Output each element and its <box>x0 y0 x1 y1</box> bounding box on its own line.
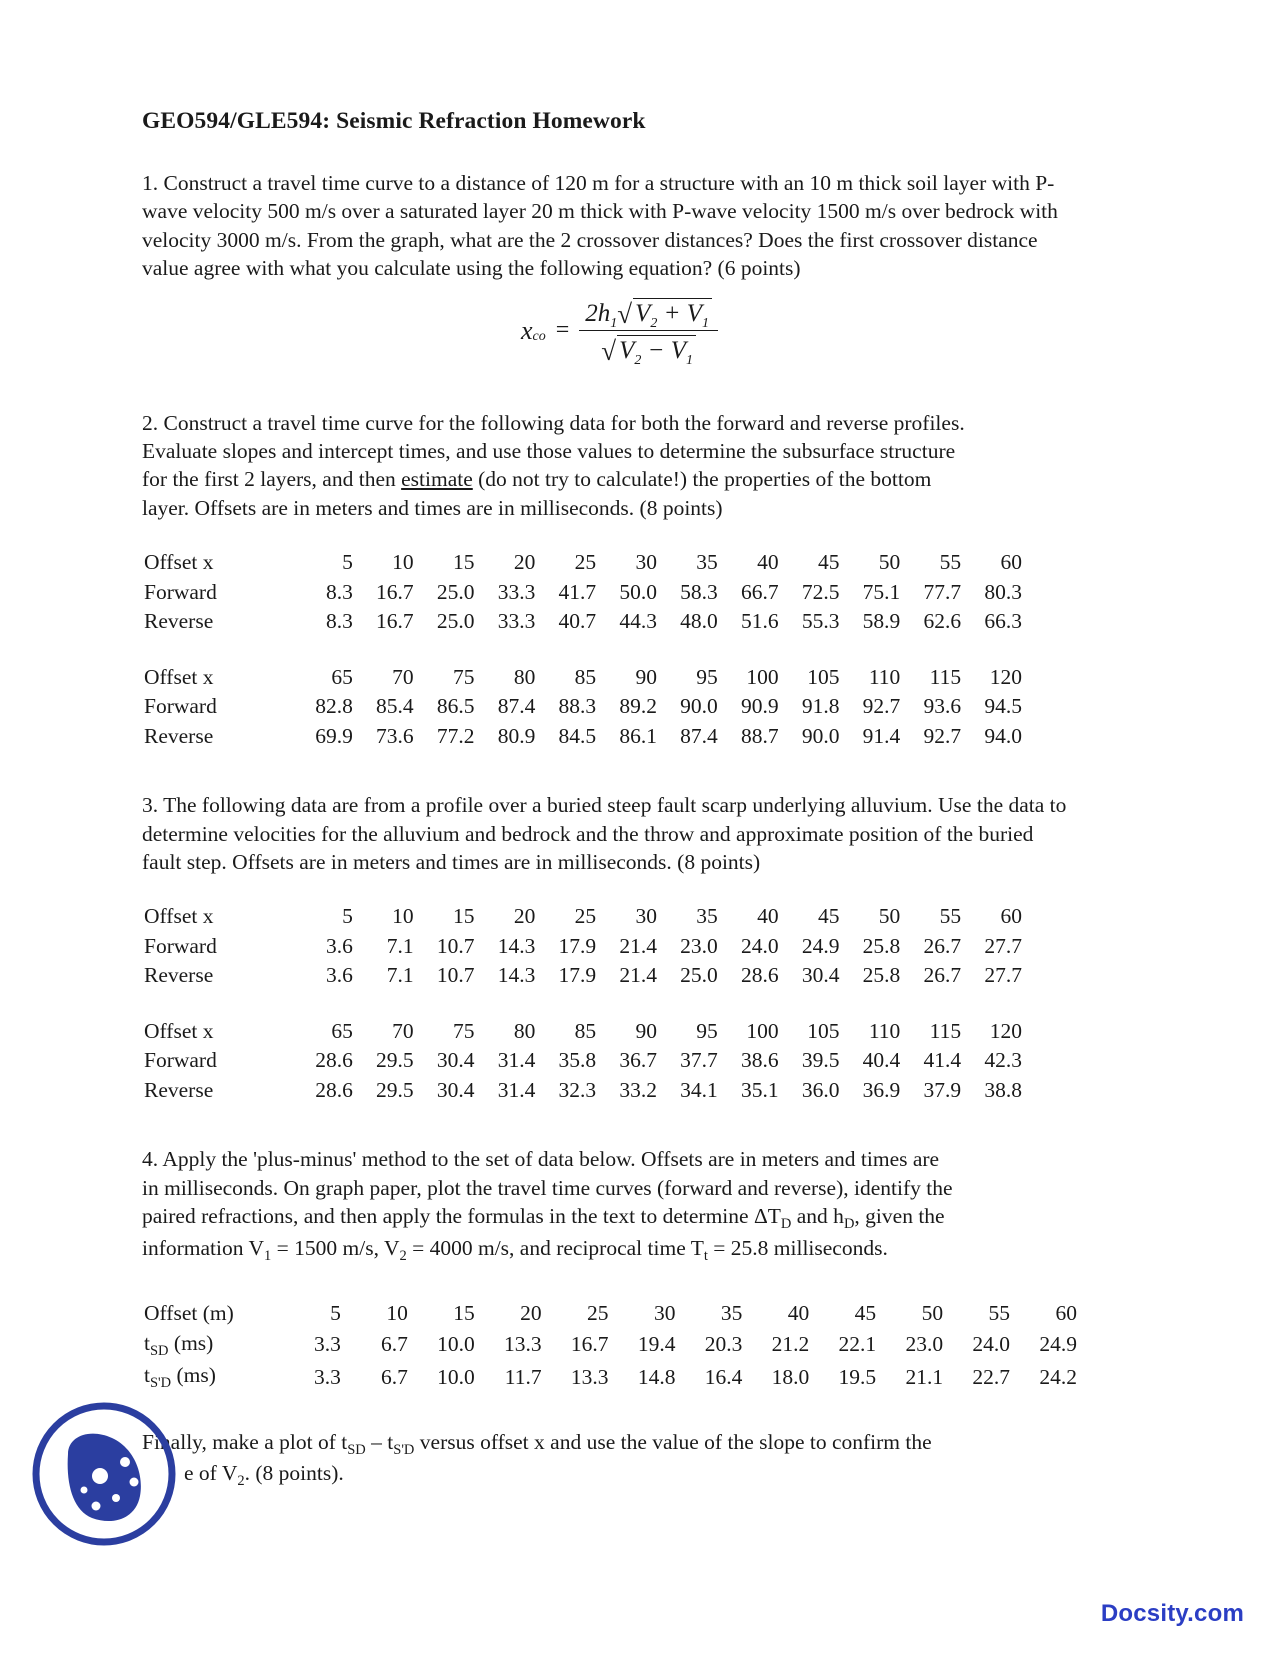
cell: 37.9 <box>923 1077 962 1102</box>
cell: 60 <box>1000 550 1022 575</box>
cell: 25.0 <box>436 609 475 634</box>
row-label-offset: Offset x <box>144 550 214 575</box>
delta-t-d-subscript: D <box>780 1216 792 1233</box>
cell: 73.6 <box>376 723 414 748</box>
question-3-table-a <box>142 902 1022 991</box>
cell: 30.4 <box>436 1077 475 1102</box>
numerator-v1: V <box>686 299 703 327</box>
question-4-line-4c: = 4000 m/s, and reciprocal time T <box>406 1235 704 1260</box>
cell: 22.1 <box>838 1332 877 1357</box>
cell: 72.5 <box>801 579 840 604</box>
cell: 95 <box>696 664 718 689</box>
closing-tspd-subscript: S'D <box>393 1441 415 1458</box>
table-row <box>142 932 1022 962</box>
cell: 120 <box>989 664 1022 689</box>
row-label-offset-m: Offset (m) <box>144 1301 234 1326</box>
cell: 3.6 <box>325 933 353 958</box>
numerator-h-subscript: 1 <box>610 315 618 331</box>
cell: 105 <box>807 664 840 689</box>
cell: 15 <box>452 550 475 575</box>
cell: 26.7 <box>923 933 962 958</box>
question-4-table <box>142 1299 1077 1394</box>
row-label-forward: Forward <box>144 694 217 719</box>
question-4-closing-text <box>142 1428 1077 1491</box>
cell: 86.5 <box>436 694 475 719</box>
docsity-logo <box>28 1398 180 1550</box>
cell: 55 <box>939 550 962 575</box>
question-1-block <box>142 169 1077 368</box>
equation-lhs-x: x <box>520 315 533 345</box>
cell: 42.3 <box>984 1048 1022 1073</box>
cell: 10.0 <box>437 1364 475 1389</box>
cell: 66.7 <box>741 579 779 604</box>
cell: 89.2 <box>619 694 657 719</box>
row-label-forward: Forward <box>144 579 217 604</box>
cell: 10.7 <box>436 933 475 958</box>
cell: 13.3 <box>504 1332 542 1357</box>
cell: 21.4 <box>619 933 657 958</box>
denominator-radical-sign: √ <box>601 335 617 366</box>
question-3-text: 3. The following data are from a profile over a buried steep fault scarp underlying alluvium. Use the data to determine velocities for the alluvium and bedrock and the throw and approximate position of the buried fault step. Offsets are in meters and times are in milliseconds. (8 points) <box>142 793 1067 875</box>
numerator-radicand <box>633 298 712 331</box>
numerator-v2: V <box>635 299 651 327</box>
row-label-tspd <box>142 1361 274 1394</box>
question-2-table-a <box>142 548 1022 637</box>
cell: 19.5 <box>838 1364 877 1389</box>
tsd-label-prefix: t <box>144 1330 150 1355</box>
cell: 77.7 <box>923 579 962 604</box>
cell: 115 <box>929 1018 962 1043</box>
v1-subscript: 1 <box>264 1247 272 1264</box>
cell: 24.9 <box>801 933 840 958</box>
cell: 85 <box>574 1018 597 1043</box>
cell: 80.3 <box>984 579 1022 604</box>
cell: 25.8 <box>862 963 901 988</box>
cell: 25 <box>587 1301 609 1326</box>
cell: 41.4 <box>923 1048 962 1073</box>
cell: 100 <box>746 1018 779 1043</box>
cell: 27.7 <box>984 933 1022 958</box>
cell: 24.9 <box>1039 1332 1077 1357</box>
closing-line-1c: versus offset x and use the value of the slope to confirm the <box>414 1429 932 1454</box>
cell: 65 <box>331 1018 353 1043</box>
cell: 3.6 <box>325 963 353 988</box>
cell: 93.6 <box>923 694 962 719</box>
denominator-minus-sign: − <box>647 336 665 364</box>
question-4-line-4d: = 25.8 milliseconds. <box>707 1235 888 1260</box>
cell: 5 <box>342 550 353 575</box>
tspd-label-prefix: t <box>144 1363 150 1388</box>
cell: 90.9 <box>741 694 779 719</box>
row-label-forward: Forward <box>144 933 217 958</box>
cell: 88.3 <box>558 694 597 719</box>
cell: 24.2 <box>1039 1364 1077 1389</box>
cell: 35.8 <box>558 1048 597 1073</box>
question-4-text <box>142 1145 1077 1265</box>
cell: 3.3 <box>314 1332 341 1357</box>
cell: 69.9 <box>315 723 353 748</box>
cell: 33.3 <box>497 579 536 604</box>
cell: 94.0 <box>984 723 1022 748</box>
cell: 50 <box>878 904 901 929</box>
cell: 38.6 <box>741 1048 779 1073</box>
cell: 27.7 <box>984 963 1022 988</box>
table-row <box>142 663 1022 693</box>
cell: 39.5 <box>801 1048 840 1073</box>
cell: 20.3 <box>704 1332 743 1357</box>
row-label-offset: Offset x <box>144 904 214 929</box>
equation-equals-sign: = <box>555 317 570 344</box>
row-label-reverse: Reverse <box>144 609 214 634</box>
cell: 35.1 <box>741 1077 779 1102</box>
cell: 85 <box>574 664 597 689</box>
question-4-line-3c: , given the <box>854 1204 945 1229</box>
cell: 16.7 <box>376 579 414 604</box>
cell: 28.6 <box>741 963 779 988</box>
cell: 94.5 <box>984 694 1022 719</box>
question-2-line-3b: (do not try to calculate!) the properties of the bottom <box>472 467 932 492</box>
row-label-reverse: Reverse <box>144 1077 214 1102</box>
cell: 7.1 <box>386 963 414 988</box>
cell: 38.8 <box>984 1077 1022 1102</box>
denominator-radicand <box>617 335 696 368</box>
crossover-distance-equation <box>142 297 1077 368</box>
tspd-subscript: S'D <box>149 1375 172 1392</box>
cell: 29.5 <box>376 1077 414 1102</box>
denominator-v1: V <box>670 336 687 364</box>
denominator-v2: V <box>619 336 635 364</box>
question-2-line-2: Evaluate slopes and intercept times, and use those values to determine the subsurface structure <box>142 439 956 464</box>
cell: 88.7 <box>741 723 779 748</box>
cell: 40 <box>757 550 779 575</box>
cell: 60 <box>1055 1301 1077 1326</box>
cell: 36.7 <box>619 1048 657 1073</box>
cell: 70 <box>392 1018 414 1043</box>
cell: 7.1 <box>386 933 414 958</box>
table-row <box>142 722 1022 752</box>
cell: 30.4 <box>436 1048 475 1073</box>
question-2-line-4: layer. Offsets are in meters and times are in milliseconds. (8 points) <box>142 495 723 520</box>
cell: 91.4 <box>862 723 901 748</box>
equation-lhs-subscript: co <box>532 328 546 344</box>
cell: 33.2 <box>619 1077 657 1102</box>
cell: 70 <box>392 664 414 689</box>
closing-line-2a: e of V <box>184 1461 238 1485</box>
table-row <box>142 902 1022 932</box>
document-content <box>142 108 1077 1490</box>
cell: 87.4 <box>497 694 536 719</box>
tsd-label-suffix: (ms) <box>168 1330 214 1355</box>
cell: 58.3 <box>680 579 718 604</box>
cell: 80.9 <box>497 723 536 748</box>
question-1-text: 1. Construct a travel time curve to a distance of 120 m for a structure with an 10 m thick soil layer with P-wave velocity 500 m/s over a saturated layer 20 m thick with P-wave velocity 1500 m/s over bedrock with velocity 3000 m/s. From the graph, what are the 2 crossover distances? Does the first crossover distance value agree with what you calculate using the following equation? (6 points) <box>142 171 1058 281</box>
cell: 92.7 <box>923 723 962 748</box>
closing-v2-subscript: 2 <box>237 1473 245 1489</box>
cell: 28.6 <box>315 1077 353 1102</box>
cell: 115 <box>929 664 962 689</box>
cell: 90.0 <box>680 694 718 719</box>
cell: 10 <box>386 1301 408 1326</box>
cell: 31.4 <box>497 1048 536 1073</box>
table-row <box>142 1076 1022 1106</box>
cell: 25.8 <box>862 933 901 958</box>
denominator-v2-subscript: 2 <box>634 352 642 368</box>
cell: 34.1 <box>680 1077 718 1102</box>
table-row <box>142 607 1022 637</box>
cell: 33.3 <box>497 609 536 634</box>
cell: 10.0 <box>437 1332 475 1357</box>
cell: 85.4 <box>376 694 414 719</box>
cell: 35 <box>696 550 718 575</box>
cell: 30.4 <box>801 963 840 988</box>
cell: 18.0 <box>771 1364 810 1389</box>
cell: 10 <box>392 550 414 575</box>
question-4-line-4b: = 1500 m/s, V <box>271 1235 400 1260</box>
equation-expression <box>520 297 718 368</box>
row-label-offset: Offset x <box>144 1018 214 1043</box>
cell: 30 <box>635 550 657 575</box>
cell: 48.0 <box>680 609 718 634</box>
cell: 16.7 <box>570 1332 609 1357</box>
cell: 75 <box>452 664 475 689</box>
cell: 11.7 <box>504 1364 542 1389</box>
table-row <box>142 1329 1077 1362</box>
cell: 16.4 <box>704 1364 743 1389</box>
cell: 6.7 <box>380 1332 408 1357</box>
cell: 25 <box>574 904 597 929</box>
cell: 45 <box>817 904 840 929</box>
closing-line-1b: – t <box>365 1429 394 1454</box>
cell: 13.3 <box>570 1364 609 1389</box>
closing-line-2b: . (8 points). <box>244 1461 344 1485</box>
cell: 90.0 <box>801 723 840 748</box>
cell: 24.0 <box>741 933 779 958</box>
cell: 25.0 <box>436 579 475 604</box>
cell: 5 <box>330 1301 341 1326</box>
cell: 60 <box>1000 904 1022 929</box>
numerator-v2-subscript: 2 <box>650 315 658 331</box>
cell: 95 <box>696 1018 718 1043</box>
question-4-line-3b: and h <box>791 1204 844 1229</box>
cell: 105 <box>807 1018 840 1043</box>
cell: 10 <box>392 904 414 929</box>
cell: 80 <box>513 664 536 689</box>
cell: 23.0 <box>680 933 718 958</box>
cell: 14.3 <box>497 963 536 988</box>
row-label-tsd <box>142 1329 274 1362</box>
cell: 32.3 <box>558 1077 597 1102</box>
closing-line-1a: Finally, make a plot of t <box>142 1429 348 1454</box>
cell: 55 <box>939 904 962 929</box>
cell: 20 <box>513 904 536 929</box>
cell: 100 <box>746 664 779 689</box>
denominator-v1-subscript: 1 <box>686 352 694 368</box>
cell: 16.7 <box>376 609 414 634</box>
cell: 84.5 <box>558 723 597 748</box>
cell: 26.7 <box>923 963 962 988</box>
question-4-line-4a: information V <box>142 1235 265 1260</box>
question-3-block <box>142 791 1077 1105</box>
cell: 25.0 <box>680 963 718 988</box>
tsd-subscript: SD <box>149 1342 169 1359</box>
numerator-v1-subscript: 1 <box>702 315 710 331</box>
cell: 55 <box>988 1301 1010 1326</box>
cell: 87.4 <box>680 723 718 748</box>
cell: 35 <box>720 1301 743 1326</box>
cell: 37.7 <box>680 1048 718 1073</box>
question-2-emphasis-estimate: estimate <box>401 467 473 492</box>
cell: 92.7 <box>862 694 901 719</box>
h-d-subscript: D <box>843 1216 855 1233</box>
cell: 22.7 <box>972 1364 1010 1389</box>
cell: 82.8 <box>315 694 353 719</box>
cell: 14.3 <box>497 933 536 958</box>
cell: 45 <box>817 550 840 575</box>
question-2-block <box>142 409 1077 752</box>
cell: 50 <box>921 1301 944 1326</box>
cell: 5 <box>342 904 353 929</box>
numerator-radical-sign: √ <box>617 298 633 329</box>
question-4-line-3a: paired refractions, and then apply the formulas in the text to determine ΔT <box>142 1204 781 1229</box>
cell: 14.8 <box>637 1364 676 1389</box>
cell: 10.7 <box>436 963 475 988</box>
cell: 120 <box>989 1018 1022 1043</box>
table-row <box>142 1017 1022 1047</box>
cell: 110 <box>868 1018 901 1043</box>
cell: 80 <box>513 1018 536 1043</box>
cell: 62.6 <box>923 609 962 634</box>
cell: 44.3 <box>619 609 657 634</box>
cell: 65 <box>331 664 353 689</box>
question-4-line-1: 4. Apply the 'plus-minus' method to the set of data below. Offsets are in meters and times are <box>142 1147 940 1172</box>
cell: 15 <box>453 1301 475 1326</box>
cell: 3.3 <box>314 1364 341 1389</box>
docsity-brand-text: Docsity.com <box>1100 1600 1244 1627</box>
cell: 15 <box>452 904 475 929</box>
cell: 40 <box>787 1301 810 1326</box>
numerator-coefficient: 2 <box>585 299 598 327</box>
cell: 110 <box>868 664 901 689</box>
cell: 50.0 <box>619 579 657 604</box>
numerator-plus-sign: + <box>663 299 681 327</box>
page-title: GEO594/GLE594: Seismic Refraction Homework <box>142 108 646 134</box>
row-label-offset: Offset x <box>144 664 214 689</box>
question-2-line-1: 2. Construct a travel time curve for the following data for both the forward and reverse profiles. <box>142 410 965 435</box>
cell: 40.4 <box>862 1048 901 1073</box>
v2-subscript: 2 <box>399 1247 407 1264</box>
cell: 30 <box>653 1301 676 1326</box>
cell: 21.4 <box>619 963 657 988</box>
cell: 86.1 <box>619 723 657 748</box>
cell: 90 <box>635 1018 657 1043</box>
table-row <box>142 1361 1077 1394</box>
table-row <box>142 1299 1077 1329</box>
table-row <box>142 1046 1022 1076</box>
equation-denominator <box>595 331 702 368</box>
cell: 24.0 <box>972 1332 1010 1357</box>
table-row <box>142 548 1022 578</box>
cell: 20 <box>513 550 536 575</box>
row-label-forward: Forward <box>144 1048 217 1073</box>
cell: 36.0 <box>801 1077 840 1102</box>
cell: 58.9 <box>862 609 901 634</box>
cell: 21.2 <box>771 1332 810 1357</box>
docsity-owl-logo-icon <box>28 1398 180 1550</box>
cell: 77.2 <box>436 723 475 748</box>
cell: 90 <box>635 664 657 689</box>
row-label-reverse: Reverse <box>144 723 214 748</box>
cell: 40.7 <box>558 609 597 634</box>
question-4-line-2: in milliseconds. On graph paper, plot the travel time curves (forward and reverse), identify the <box>142 1175 953 1200</box>
cell: 21.1 <box>905 1364 944 1389</box>
equation-numerator <box>579 297 718 331</box>
cell: 25 <box>574 550 597 575</box>
question-2-line-3a: for the first 2 layers, and then <box>142 467 402 492</box>
table-row <box>142 961 1022 991</box>
closing-tsd-subscript: SD <box>347 1441 366 1458</box>
cell: 45 <box>854 1301 877 1326</box>
cell: 91.8 <box>801 694 840 719</box>
cell: 17.9 <box>558 933 597 958</box>
question-4-block <box>142 1145 1077 1490</box>
cell: 51.6 <box>741 609 779 634</box>
cell: 40 <box>757 904 779 929</box>
cell: 20 <box>520 1301 542 1326</box>
cell: 35 <box>696 904 718 929</box>
cell: 29.5 <box>376 1048 414 1073</box>
cell: 17.9 <box>558 963 597 988</box>
tt-subscript: t <box>703 1247 708 1264</box>
question-2-table-b <box>142 663 1022 752</box>
row-label-reverse: Reverse <box>144 963 214 988</box>
cell: 41.7 <box>558 579 597 604</box>
cell: 66.3 <box>984 609 1022 634</box>
cell: 75.1 <box>862 579 901 604</box>
cell: 6.7 <box>380 1364 408 1389</box>
table-row <box>142 692 1022 722</box>
question-2-text <box>142 409 1077 523</box>
cell: 36.9 <box>862 1077 901 1102</box>
cell: 19.4 <box>637 1332 676 1357</box>
cell: 30 <box>635 904 657 929</box>
question-3-table-b <box>142 1017 1022 1106</box>
equation-fraction <box>579 297 718 368</box>
cell: 8.3 <box>325 609 353 634</box>
numerator-h: h <box>597 299 611 327</box>
tspd-label-suffix: (ms) <box>171 1363 216 1388</box>
table-row <box>142 578 1022 608</box>
cell: 8.3 <box>325 579 353 604</box>
cell: 75 <box>452 1018 475 1043</box>
cell: 55.3 <box>801 609 840 634</box>
cell: 23.0 <box>905 1332 944 1357</box>
cell: 31.4 <box>497 1077 536 1102</box>
cell: 50 <box>878 550 901 575</box>
cell: 28.6 <box>315 1048 353 1073</box>
